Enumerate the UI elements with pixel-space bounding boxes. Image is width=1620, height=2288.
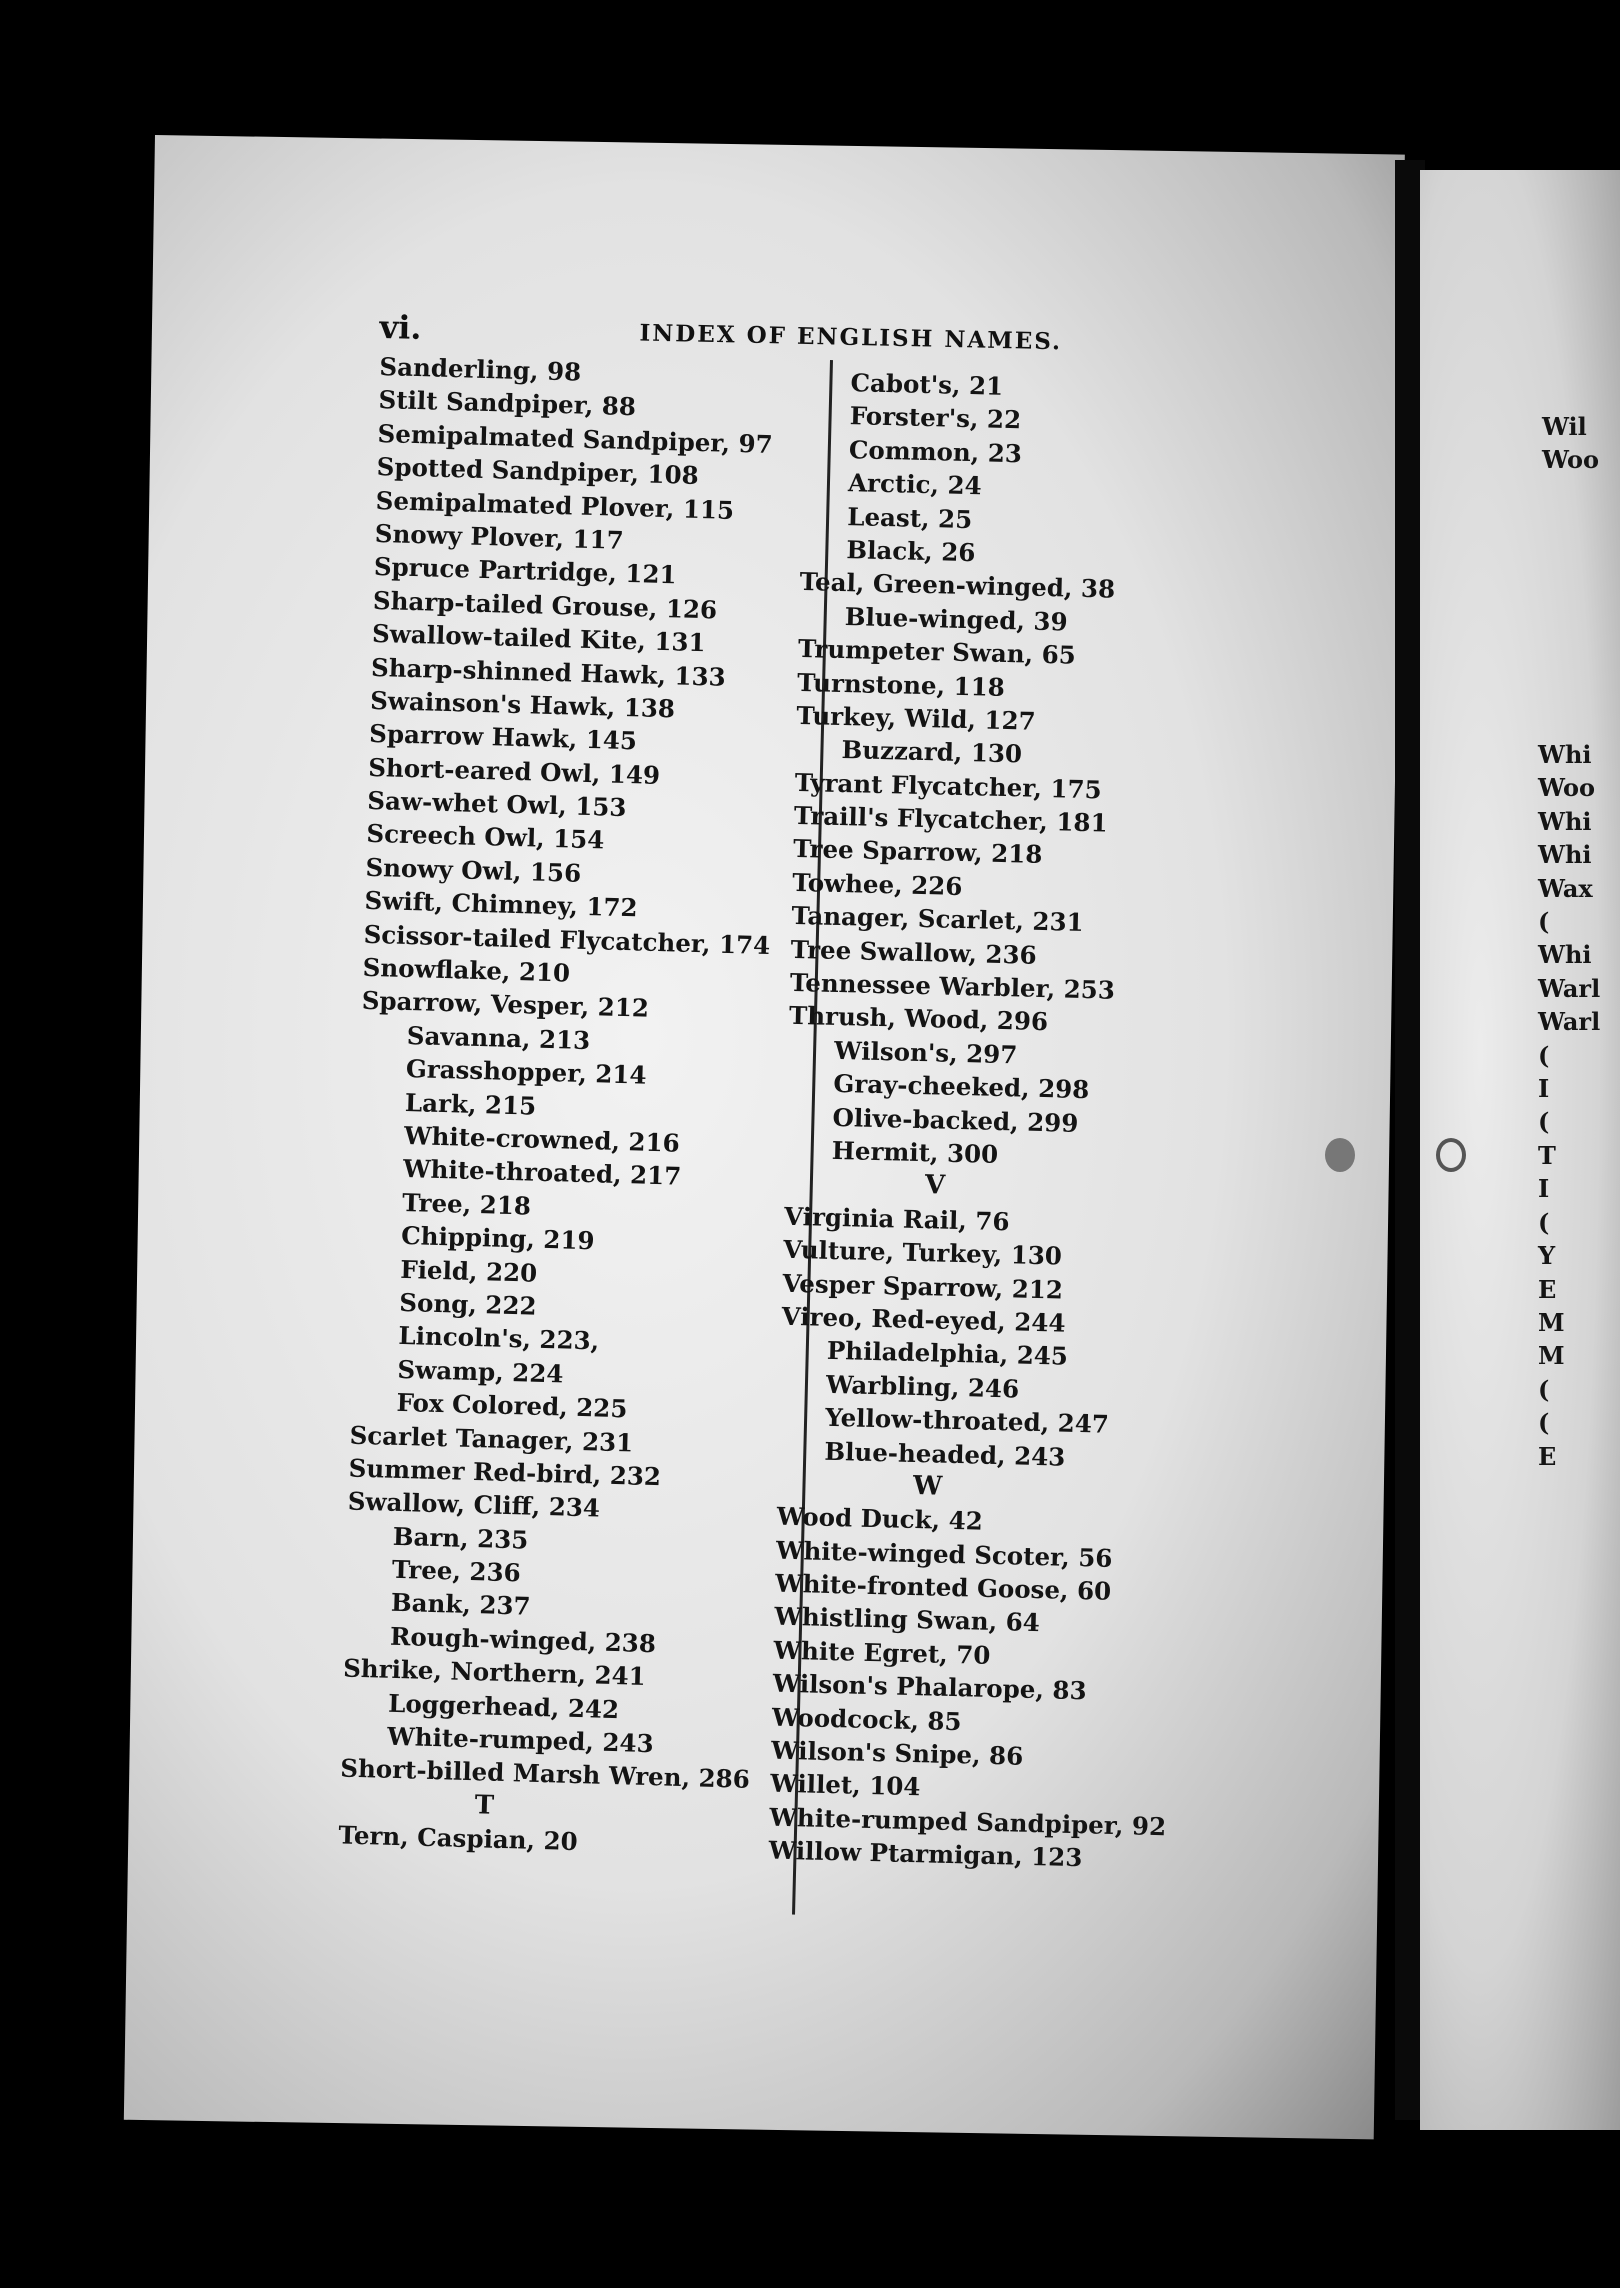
index-entry: Forster's, 22 [849, 401, 1022, 435]
index-entry: Arctic, 24 [847, 468, 982, 501]
index-entry: Snowy Owl, 156 [365, 852, 582, 888]
index-entry: Traill's Flycatcher, 181 [793, 800, 1108, 838]
index-entry: Vireo, Red-eyed, 244 [781, 1301, 1066, 1338]
index-entry: Semipalmated Plover, 115 [375, 485, 735, 525]
index-entry: Tyrant Flycatcher, 175 [794, 767, 1102, 805]
index-entry: Scissor-tailed Flycatcher, 174 [363, 919, 771, 960]
index-entry: Tanager, Scarlet, 231 [791, 901, 1084, 938]
index-entry: Swamp, 224 [397, 1354, 564, 1389]
facing-page-text-top [1542, 410, 1599, 477]
index-entry: Towhee, 226 [792, 867, 963, 901]
facing-page-text-middle [1538, 738, 1600, 1473]
index-entry: Vesper Sparrow, 212 [782, 1268, 1064, 1305]
facing-page-fragment: Whi [1538, 940, 1592, 970]
index-entry: Common, 23 [848, 434, 1023, 469]
index-entry: Short-eared Owl, 149 [367, 752, 661, 790]
index-entry: White-winged Scoter, 56 [775, 1535, 1113, 1573]
index-entry: Wilson's, 297 [833, 1035, 1018, 1070]
facing-page-fragment: E [1538, 1274, 1557, 1304]
index-entry: Bank, 237 [390, 1588, 531, 1622]
index-entry: White Egret, 70 [773, 1635, 991, 1670]
facing-page-fragment: M [1538, 1341, 1565, 1371]
facing-page-fragment: Whi [1538, 840, 1592, 870]
facing-page-fragment: Whi [1538, 740, 1592, 769]
index-entry: Loggerhead, 242 [387, 1688, 620, 1724]
index-entry: Turkey, Wild, 127 [796, 700, 1036, 736]
index-entry: Willow Ptarmigan, 123 [768, 1835, 1083, 1873]
index-entry: Semipalmated Sandpiper, 97 [377, 418, 774, 459]
index-entry: Swift, Chimney, 172 [364, 886, 638, 923]
facing-page-fragment: ( [1538, 1040, 1550, 1070]
binding-hole [1325, 1138, 1355, 1172]
facing-page-fragment: Wax [1538, 873, 1593, 903]
index-entry: Tern, Caspian, 20 [338, 1820, 579, 1857]
facing-page-fragment: ( [1538, 1107, 1550, 1137]
index-entry: White-fronted Goose, 60 [774, 1568, 1112, 1606]
facing-page-fragment: ( [1538, 1207, 1550, 1237]
index-entry: Tennessee Warbler, 253 [789, 967, 1116, 1005]
index-entry: Song, 222 [399, 1287, 537, 1321]
facing-page-fragment: ( [1538, 1408, 1550, 1438]
index-entry: Least, 25 [846, 501, 973, 534]
index-entry: Swallow, Cliff, 234 [347, 1486, 601, 1523]
index-entry: Short-billed Marsh Wren, 286 [339, 1753, 751, 1795]
index-entry: White-throated, 217 [402, 1154, 682, 1192]
index-entry: Thrush, Wood, 296 [788, 1001, 1049, 1037]
index-entry: Turnstone, 118 [796, 667, 1006, 702]
facing-page-fragment: E [1538, 1441, 1557, 1471]
index-entry: Grasshopper, 214 [405, 1054, 647, 1090]
index-section-letter: W [912, 1470, 943, 1502]
index-entry: Hermit, 300 [831, 1135, 999, 1169]
index-entry: Chipping, 219 [400, 1221, 595, 1256]
index-entry: Sparrow Hawk, 145 [368, 719, 638, 756]
index-entry: Sharp-tailed Grouse, 126 [372, 585, 718, 625]
facing-page-fragment: Warl [1538, 1007, 1601, 1037]
facing-page-fragment: Woo [1538, 773, 1596, 803]
index-entry: Rough-winged, 238 [389, 1621, 657, 1659]
index-entry: Lark, 215 [404, 1087, 537, 1121]
page-number: vi. [379, 308, 422, 347]
facing-page-fragment: Whi [1538, 806, 1592, 836]
index-entry: White-rumped, 243 [386, 1721, 655, 1759]
index-entry: Philadelphia, 245 [826, 1336, 1069, 1372]
index-entry: Fox Colored, 225 [396, 1387, 628, 1424]
index-entry: Sparrow, Vesper, 212 [361, 986, 650, 1024]
index-entry: Lincoln's, 223, [398, 1321, 600, 1356]
index-entry: Cabot's, 21 [850, 368, 1004, 401]
facing-page-fragment: Wil [1542, 412, 1587, 441]
index-entry: Spruce Partridge, 121 [373, 552, 677, 590]
index-entry: Buzzard, 130 [841, 735, 1023, 769]
index-entry: Virginia Rail, 76 [783, 1201, 1010, 1237]
index-entry: Snowy Plover, 117 [374, 518, 625, 555]
index-entry: Field, 220 [399, 1254, 538, 1288]
index-entry: Saw-whet Owl, 153 [367, 785, 627, 823]
index-entry: Snowflake, 210 [362, 952, 571, 988]
index-entry: Gray-cheeked, 298 [833, 1069, 1090, 1105]
binding-hole [1436, 1138, 1466, 1172]
running-head: INDEX OF ENGLISH NAMES. [639, 319, 1063, 356]
index-entry: Swainson's Hawk, 138 [369, 685, 676, 724]
index-entry: Trumpeter Swan, 65 [797, 634, 1077, 670]
index-entry: Screech Owl, 154 [366, 819, 605, 855]
index-entry: Scarlet Tanager, 231 [349, 1420, 634, 1457]
index-entry: Warbling, 246 [825, 1369, 1020, 1404]
index-entry: Sharp-shinned Hawk, 133 [370, 652, 727, 692]
facing-page-fragment: M [1538, 1307, 1565, 1337]
index-entry: White-rumped Sandpiper, 92 [769, 1802, 1167, 1842]
index-entry: Sanderling, 98 [379, 351, 582, 387]
index-entry: Spotted Sandpiper, 108 [376, 452, 700, 491]
index-entry: Yellow-throated, 247 [824, 1402, 1110, 1439]
facing-page-fragment: Woo [1542, 445, 1600, 475]
index-entry: Barn, 235 [392, 1521, 529, 1555]
index-entry: Teal, Green-winged, 38 [799, 567, 1116, 604]
index-entry: Stilt Sandpiper, 88 [378, 385, 637, 422]
facing-page-fragment: Y [1538, 1241, 1556, 1271]
index-column-left [338, 350, 789, 1863]
index-entry: Swallow-tailed Kite, 131 [371, 619, 706, 658]
index-entry: Whistling Swan, 64 [774, 1602, 1041, 1638]
index-section-letter: T [474, 1790, 495, 1821]
index-entry: Tree Swallow, 236 [790, 934, 1037, 970]
facing-page-fragment: I [1538, 1174, 1550, 1204]
facing-page-fragment: Warl [1538, 973, 1601, 1003]
index-entry: Wilson's Phalarope, 83 [772, 1668, 1087, 1706]
facing-page-fragment: T [1538, 1140, 1556, 1170]
index-entry: Savanna, 213 [406, 1020, 591, 1055]
index-column-right [768, 365, 1201, 1877]
index-entry: Tree Sparrow, 218 [792, 834, 1043, 870]
index-entry: Summer Red-bird, 232 [348, 1453, 662, 1492]
index-entry: Willet, 104 [769, 1768, 921, 1802]
index-entry: Tree, 236 [391, 1554, 522, 1588]
index-entry: Tree, 218 [401, 1187, 532, 1221]
index-entry: Woodcock, 85 [771, 1702, 962, 1736]
index-entry: Olive-backed, 299 [832, 1102, 1079, 1138]
facing-page-fragment: I [1538, 1074, 1550, 1104]
facing-page-fragment: ( [1538, 1374, 1550, 1404]
index-entry: Wilson's Snipe, 86 [770, 1735, 1024, 1771]
index-entry: White-crowned, 216 [403, 1120, 681, 1158]
index-entry: Shrike, Northern, 241 [342, 1653, 647, 1692]
index-entry: Black, 26 [846, 535, 976, 568]
index-section-letter: V [924, 1170, 946, 1202]
facing-page-fragment: ( [1538, 907, 1550, 937]
index-entry: Vulture, Turkey, 130 [783, 1234, 1063, 1271]
index-entry: Wood Duck, 42 [776, 1501, 984, 1536]
index-entry: Blue-headed, 243 [824, 1436, 1066, 1472]
index-entry: Blue-winged, 39 [844, 601, 1068, 637]
